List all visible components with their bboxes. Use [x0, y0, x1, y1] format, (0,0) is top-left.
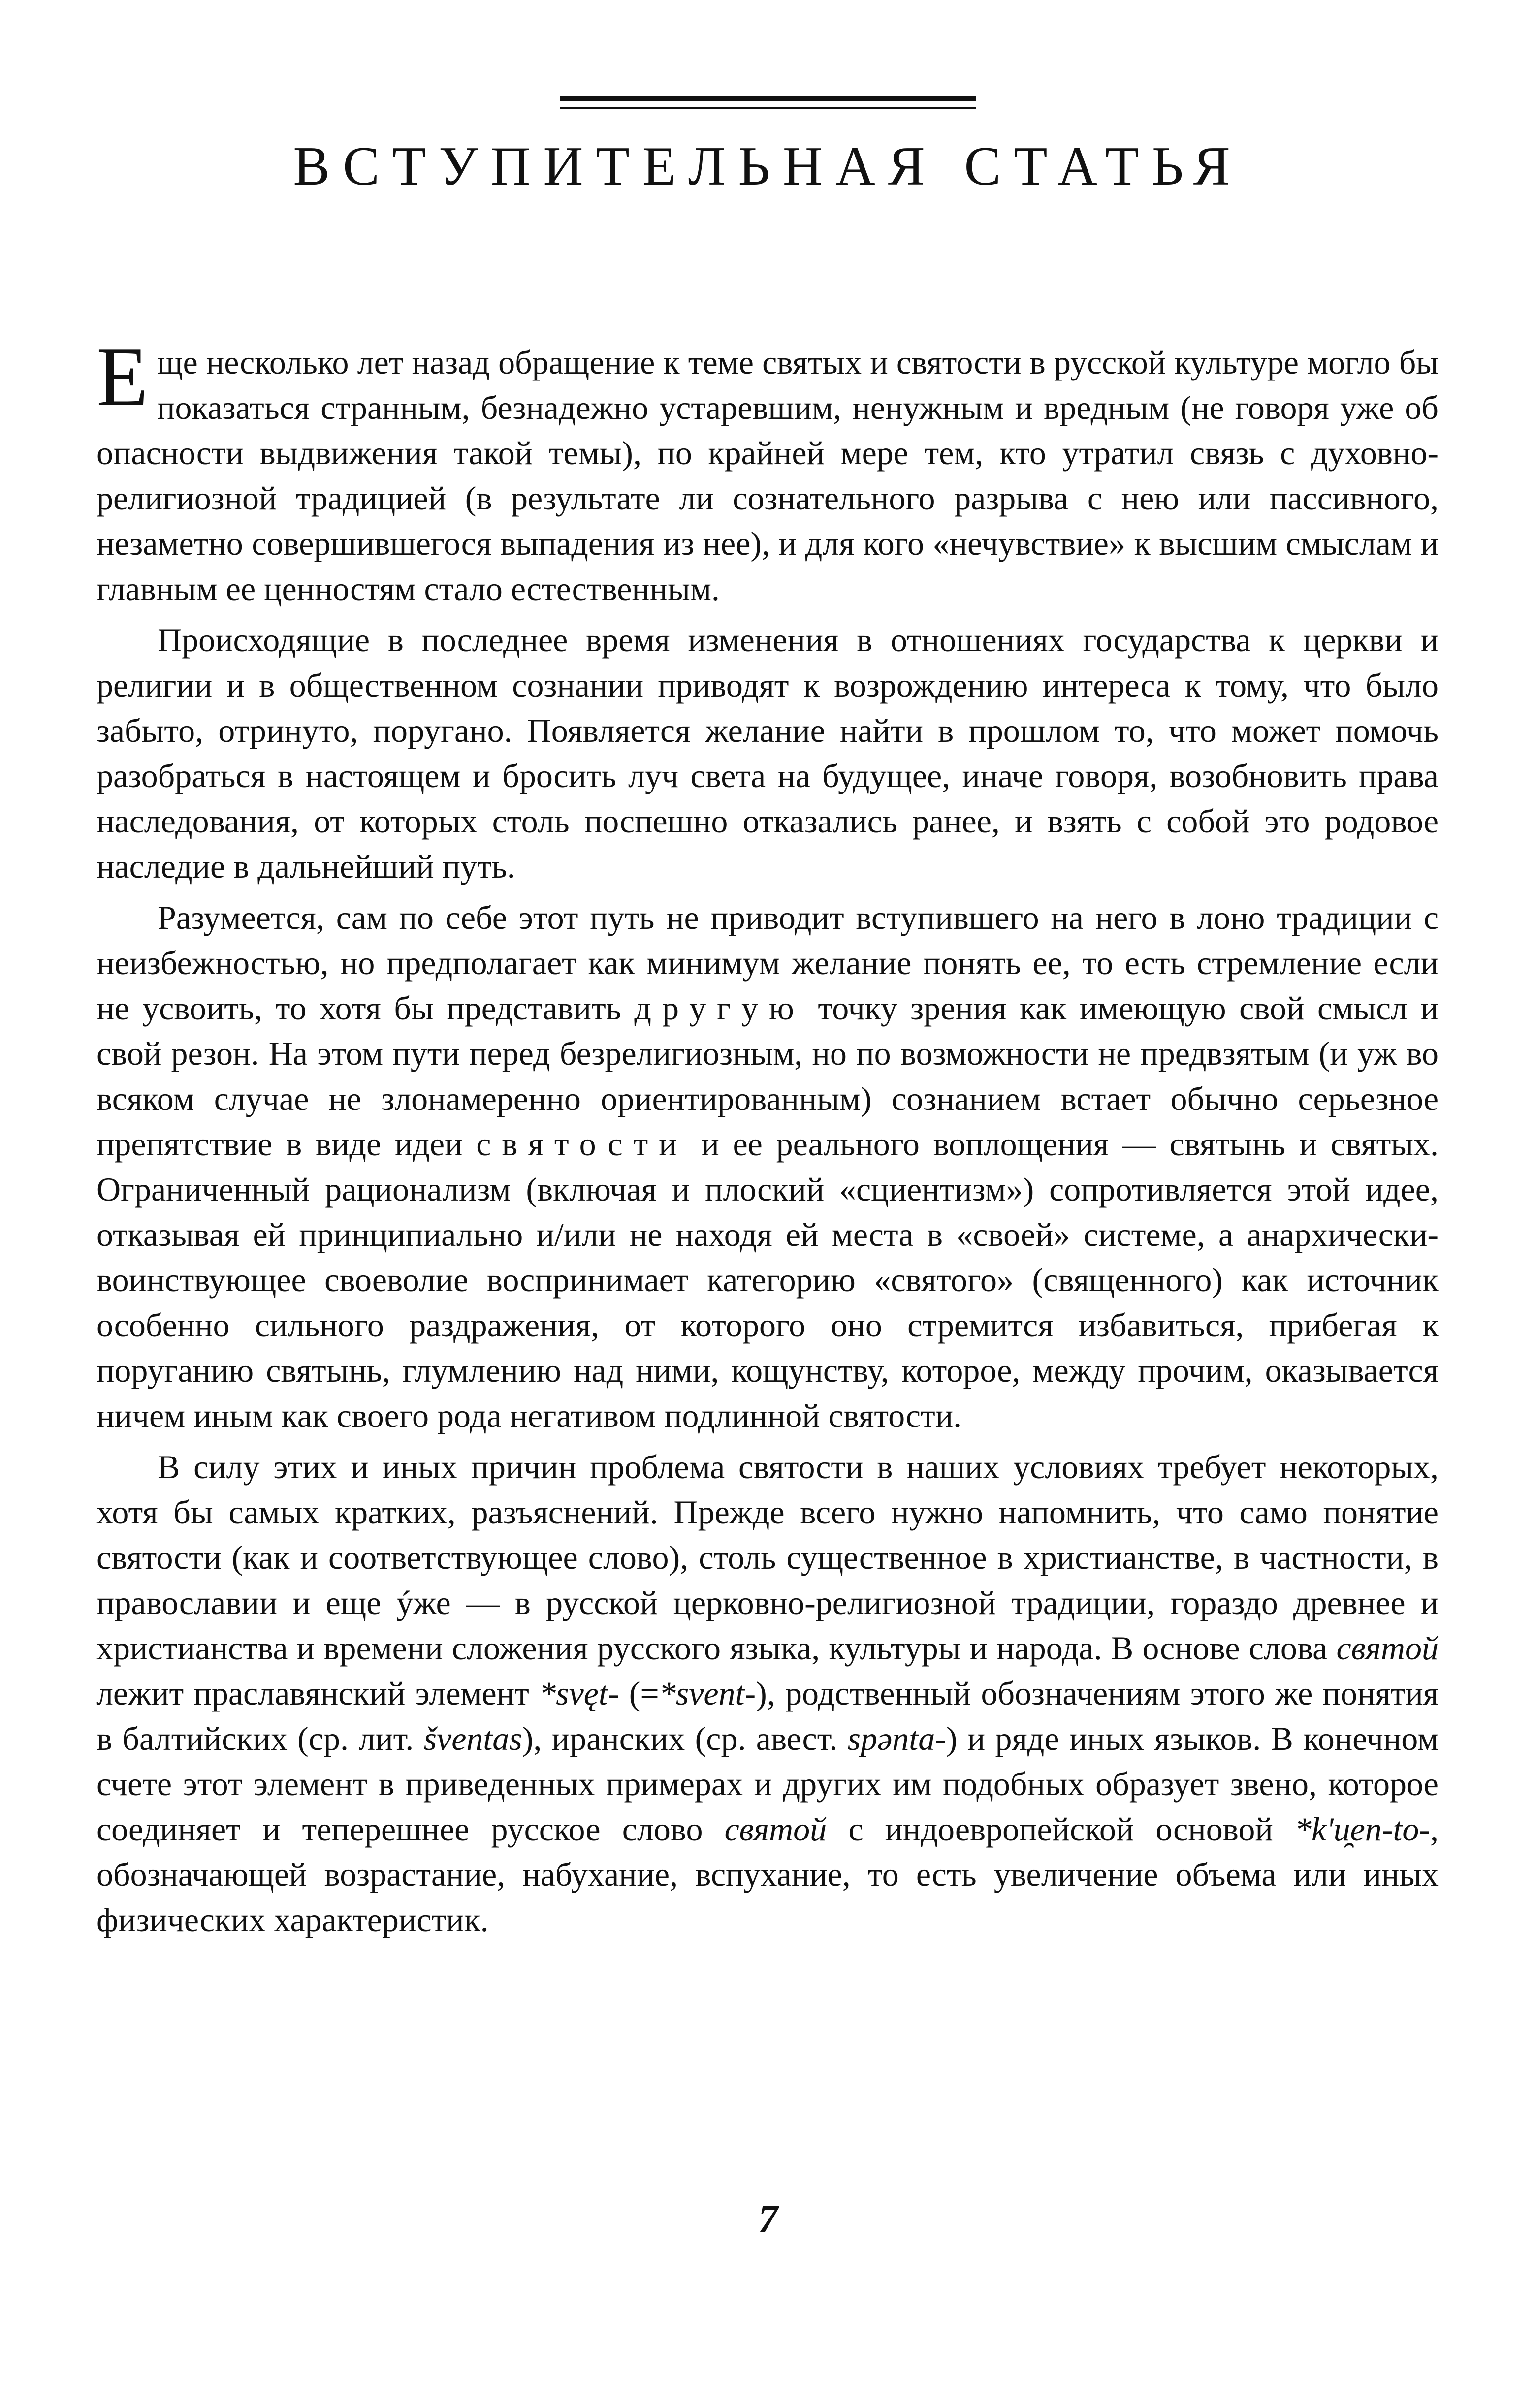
paragraph-4-text-e: (= — [619, 1675, 659, 1712]
paragraph-2-text: Происходящие в последнее время изменения в отношениях государства к церкви и религии и в общественном сознании приводят к возрождению интереса к тому, что было забыто, отринуто, поругано. Появляется желание найти в прошлом то, что может помочь разобраться в настоящем и бросить луч света на будущее, иначе говоря, возобновить права наследования, от которых столь поспешно отказались ранее, и взять с собой это родовое наследие в дальнейший путь. — [96, 621, 1439, 885]
paragraph-2 — [96, 617, 1439, 889]
emphasis-drugayu: другую — [634, 989, 805, 1027]
header-rule-thin — [560, 107, 976, 109]
italic-svyatoy-1: святой — [1336, 1629, 1439, 1667]
paragraph-1-text: ще несколько лет назад обращение к теме святых и святости в русской культуре могло бы показаться странным, безнадежно устаревшим, ненужным и вредным (не говоря уже об опасности выдвижения такой темы), по крайней мере тем, кто утратил связь с духовно-религиозной традицией (в результате ли сознательного разрыва с нею или пассивного, незаметно совершившегося выпадения из нее), и для кого «нечувствие» к высшим смыслам и главным ее ценностям стало естественным. — [96, 344, 1439, 607]
paragraph-4-text-m: с индоевропейской основой — [827, 1810, 1295, 1848]
paragraph-4 — [96, 1444, 1439, 1942]
paragraph-3-text-a: Разумеется, сам по себе этот путь не приводит вступившего на него в лоно традиции с неизбежностью, но предполагает как минимум желание понять ее, то есть стремление если не усвоить, то хотя бы представить — [96, 899, 1439, 1027]
header-double-rule — [560, 96, 976, 109]
italic-svet: *svęt- — [539, 1675, 619, 1712]
italic-spenta: spənta- — [847, 1720, 946, 1757]
paragraph-4-text-i: ), иранских (ср. авест. — [522, 1720, 848, 1757]
page-number: 7 — [758, 2198, 778, 2241]
paragraph-1 — [96, 330, 1439, 611]
italic-svyatoy-2: святой — [724, 1810, 827, 1848]
paragraph-3-text-c: точку зрения как имеющую свой смысл и свой резон. На этом пути перед безрелигиозным, но по возможности не предвзятым (и уж во всяком случае не злонамеренно ориентированным) сознанием встает обычно серьезное препятствие в виде идеи — [96, 989, 1439, 1163]
paragraph-4-text-k: ) и ряде иных языков. В конечном счете этот элемент в приведенных примерах и других им подобных образует звено, которое соединяет и теперешнее русское слово — [96, 1720, 1439, 1848]
chapter-title: ВСТУПИТЕЛЬНАЯ СТАТЬЯ — [293, 136, 1243, 197]
italic-sventas: šventas — [423, 1720, 522, 1757]
paragraph-4-text-a: В силу этих и иных причин проблема святости в наших условиях требует некоторых, хотя бы самых кратких, разъяснений. Прежде всего нужно напомнить, что само понятие святости (как и соответствующее слово), столь существенное в христианстве, в частности, в православии и еще ýже — в русской церковно-религиозной традиции, гораздо древнее и христианства и времени сложения русского языка, культуры и народа. В основе слова — [96, 1448, 1439, 1667]
italic-kuen-to: *k'u̯en-to- — [1294, 1810, 1430, 1848]
emphasis-svyatosti: святости — [476, 1125, 688, 1163]
header-rule-thick — [560, 96, 976, 101]
italic-svent: *svent- — [659, 1675, 756, 1712]
body-text — [96, 330, 1439, 1948]
paragraph-3-text-e: и ее реального воплощения — святынь и святых. Ограниченный рационализм (включая и плоский «сциентизм») сопротивляется этой идее, отказывая ей принципиально и/или не находя ей места в «своей» системе, а анархически-воинствующее своеволие воспринимает категорию «святого» (священного) как источник особенно сильного раздражения, от которого оно стремится избавиться, прибегая к поруганию святынь, глумлению над ними, кощунству, которое, между прочим, оказывается ничем иным как своего рода негативом подлинной святости. — [96, 1125, 1439, 1434]
paragraph-4-text-c: лежит праславянский элемент — [96, 1675, 540, 1712]
drop-cap: Е — [96, 330, 149, 424]
paragraph-4-text-g: ), родственный обозначениям этого же понятия в балтийских (ср. лит. — [96, 1675, 1439, 1757]
paragraph-3 — [96, 895, 1439, 1438]
paragraph-4-text-o: , обозначающей возрастание, набухание, вспухание, то есть увеличение объема или иных физических характеристик. — [96, 1810, 1439, 1938]
